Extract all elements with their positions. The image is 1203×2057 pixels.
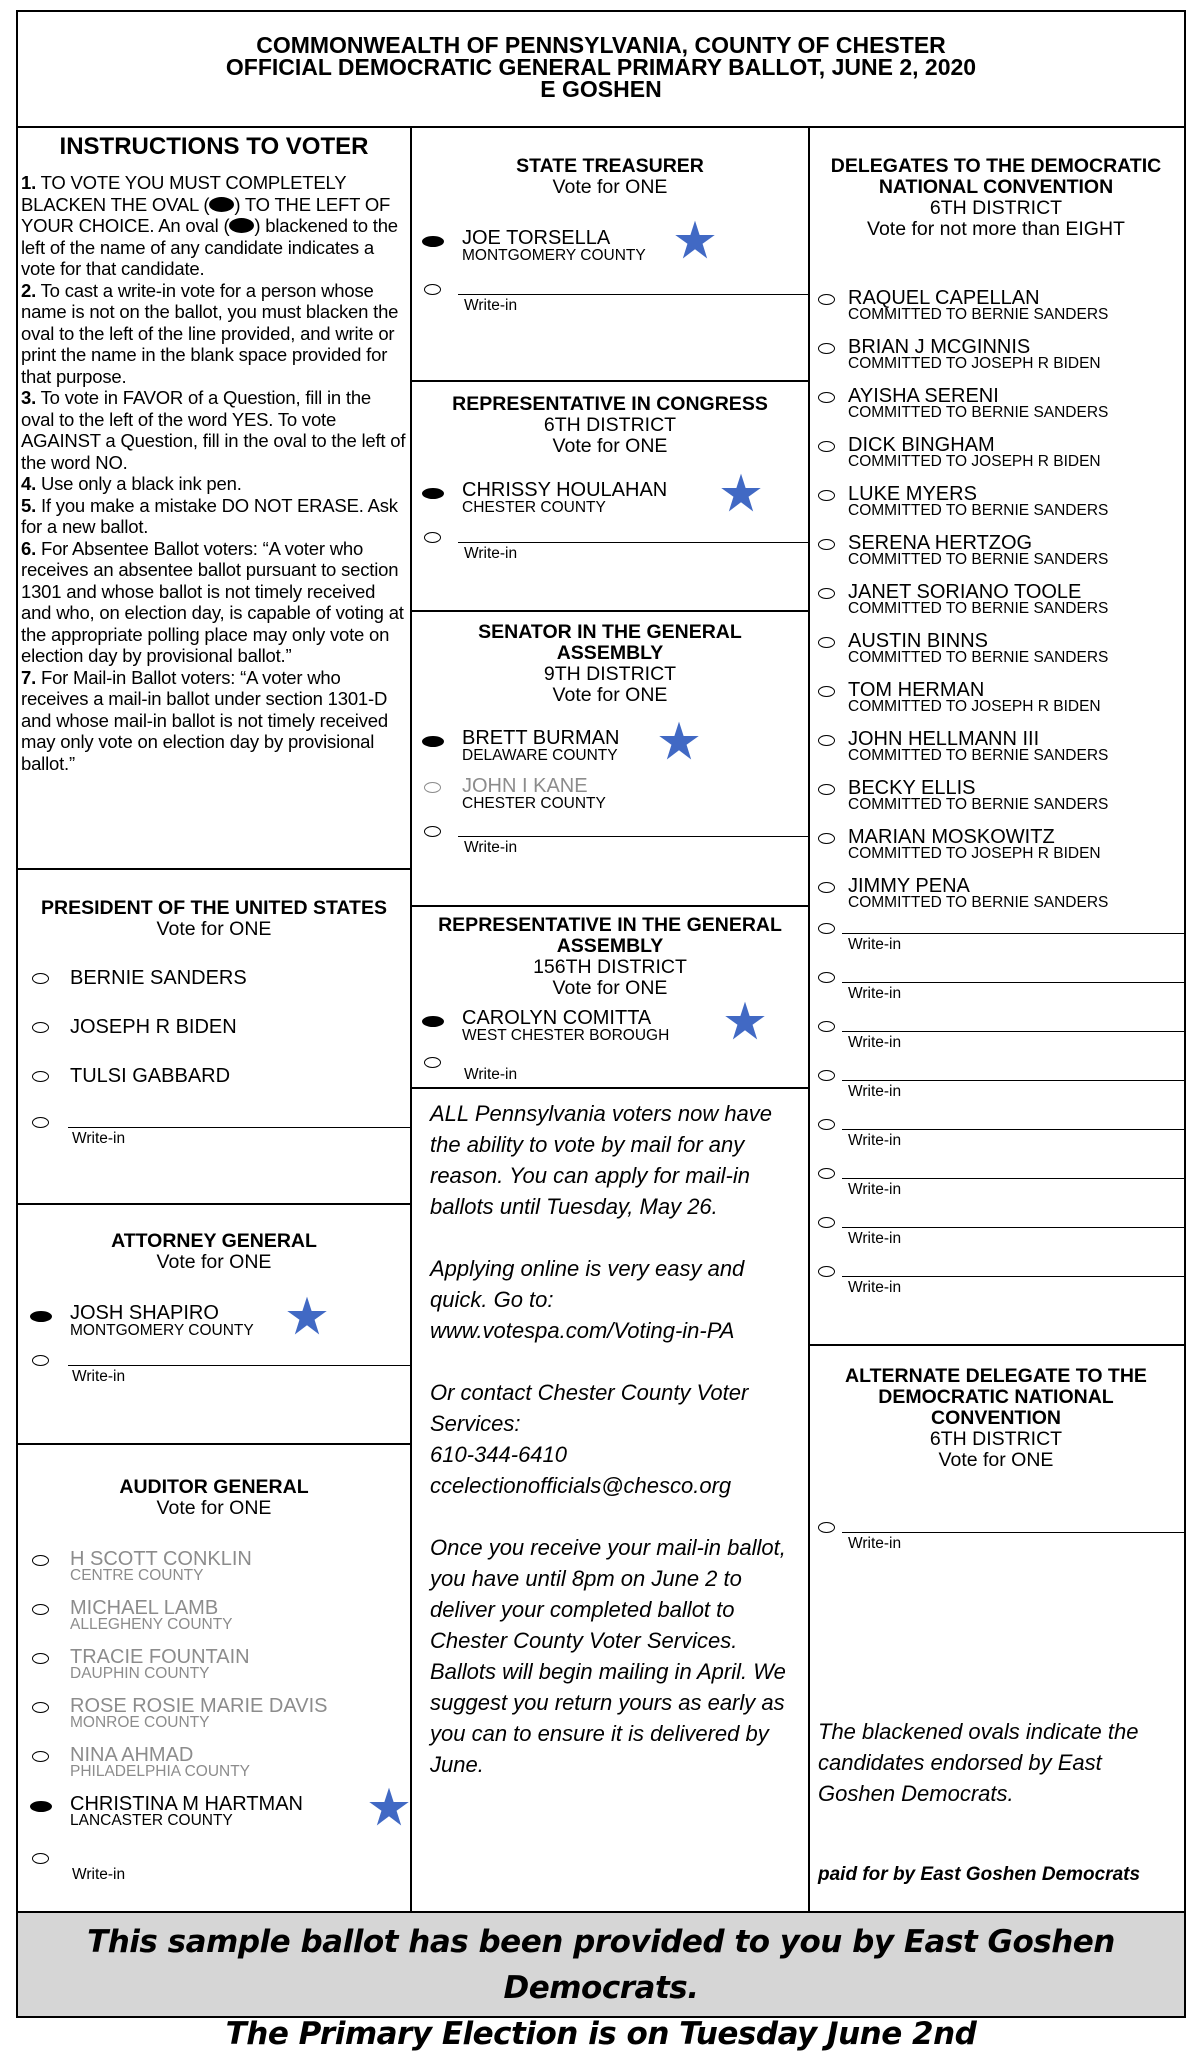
- rep-assembly-district: 156TH DISTRICT: [533, 956, 687, 978]
- delegate-commitment: COMMITTED TO BERNIE SANDERS: [848, 551, 1109, 568]
- alternate-district: 6TH DISTRICT: [929, 1428, 1063, 1450]
- write-in-line[interactable]: [458, 836, 808, 837]
- congress-section: [412, 380, 808, 612]
- vote-oval[interactable]: [818, 1021, 835, 1032]
- vote-oval[interactable]: [818, 1522, 835, 1533]
- vote-oval[interactable]: [818, 882, 835, 893]
- delegate-commitment: COMMITTED TO BERNIE SANDERS: [848, 649, 1109, 666]
- candidate-name: JOE TORSELLA: [462, 227, 611, 249]
- delegate-commitment: COMMITTED TO JOSEPH R BIDEN: [848, 698, 1101, 715]
- president-vote-for: Vote for ONE: [156, 918, 272, 940]
- vote-oval[interactable]: [818, 588, 835, 599]
- delegate-name: DICK BINGHAM: [848, 434, 995, 456]
- senator-vote-for: Vote for ONE: [552, 684, 668, 706]
- delegate-name: JOHN HELLMANN III: [848, 728, 1040, 750]
- write-in-line[interactable]: [842, 982, 1184, 983]
- vote-oval[interactable]: [32, 1604, 49, 1615]
- endorsement-note: The blackened ovals indicate the candidates endorsed by East Goshen Democrats.: [818, 1719, 1139, 1806]
- filled-vote-oval[interactable]: [422, 236, 444, 247]
- filled-vote-oval[interactable]: [422, 736, 444, 747]
- delegate-name: BRIAN J MCGINNIS: [848, 336, 1031, 358]
- footer-line-2: The Primary Election is on Tuesday June 2nd: [225, 2016, 977, 2052]
- write-in-label: Write-in: [72, 1368, 126, 1385]
- state-treasurer-title: STATE TREASURER: [516, 155, 704, 177]
- delegate-name: TOM HERMAN: [848, 679, 985, 701]
- attorney-general-section: [18, 1203, 410, 1445]
- candidate-county: CHESTER COUNTY: [462, 795, 606, 812]
- header-line-3: E GOSHEN: [540, 76, 662, 102]
- vote-oval[interactable]: [818, 392, 835, 403]
- candidate-county: WEST CHESTER BOROUGH: [462, 1027, 670, 1044]
- write-in-label: Write-in: [848, 1181, 902, 1198]
- write-in-label: Write-in: [72, 1866, 126, 1883]
- header-line-2: OFFICIAL DEMOCRATIC GENERAL PRIMARY BALLOT, JUNE 2, 2020: [225, 54, 977, 80]
- vote-oval[interactable]: [32, 1702, 49, 1713]
- endorsement-star-icon: [720, 472, 762, 514]
- delegate-name: AYISHA SERENI: [848, 385, 999, 407]
- vote-oval[interactable]: [818, 294, 835, 305]
- promo-paragraph: ALL Pennsylvania voters now have the ability to vote by mail for any reason. You can apply for mail-in ballots until Tuesday, May 26.: [430, 1101, 773, 1219]
- candidate-county: CHESTER COUNTY: [462, 499, 606, 516]
- candidate-name: BRETT BURMAN: [462, 727, 620, 749]
- delegate-name: SERENA HERTZOG: [848, 532, 1033, 554]
- delegate-name: JANET SORIANO TOOLE: [848, 581, 1082, 603]
- senator-title: SENATOR IN THE GENERAL ASSEMBLY: [478, 621, 742, 664]
- delegate-commitment: COMMITTED TO BERNIE SANDERS: [848, 747, 1109, 764]
- vote-oval[interactable]: [818, 972, 835, 983]
- candidate-name: TRACIE FOUNTAIN: [70, 1646, 250, 1668]
- vote-oval[interactable]: [424, 532, 441, 543]
- vote-oval[interactable]: [818, 923, 835, 934]
- vote-oval[interactable]: [32, 1555, 49, 1566]
- state-treasurer-section: [412, 126, 808, 368]
- filled-oval-icon: [229, 218, 254, 233]
- delegate-name: RAQUEL CAPELLAN: [848, 287, 1040, 309]
- write-in-line[interactable]: [842, 1178, 1184, 1179]
- auditor-general-title: AUDITOR GENERAL: [119, 1476, 309, 1498]
- attorney-general-title: ATTORNEY GENERAL: [111, 1230, 317, 1252]
- write-in-label: Write-in: [464, 839, 518, 856]
- alternate-delegate-section: [808, 1344, 1184, 1911]
- auditor-general-vote-for: Vote for ONE: [156, 1497, 272, 1519]
- vote-oval[interactable]: [424, 826, 441, 837]
- promo-contact: Or contact Chester County Voter Services: 610-344-6410 ccelectionofficials@chesco.org: [430, 1380, 749, 1498]
- promo-paragraph: Applying online is very easy and quick. Go to: www.votespa.com/Voting-in-PA: [430, 1256, 745, 1343]
- filled-oval-icon: [209, 197, 234, 212]
- delegate-name: LUKE MYERS: [848, 483, 977, 505]
- write-in-line[interactable]: [842, 1129, 1184, 1130]
- state-treasurer-vote-for: Vote for ONE: [552, 176, 668, 198]
- candidate-name: TULSI GABBARD: [70, 1065, 231, 1087]
- candidate-county: LANCASTER COUNTY: [70, 1812, 233, 1829]
- delegates-district: 6TH DISTRICT: [929, 197, 1063, 219]
- candidate-name: JOHN I KANE: [462, 775, 588, 797]
- candidate-county: MONTGOMERY COUNTY: [462, 247, 646, 264]
- header-line-1: COMMONWEALTH OF PENNSYLVANIA, COUNTY OF CHESTER: [256, 32, 946, 58]
- vote-oval[interactable]: [818, 1070, 835, 1081]
- vote-oval[interactable]: [32, 1751, 49, 1762]
- delegates-vote-for: Vote for not more than EIGHT: [867, 218, 1125, 240]
- delegate-commitment: COMMITTED TO JOSEPH R BIDEN: [848, 355, 1101, 372]
- candidate-name: BERNIE SANDERS: [70, 967, 247, 989]
- instructions-section: [18, 126, 410, 858]
- candidate-name: MICHAEL LAMB: [70, 1597, 219, 1619]
- write-in-line[interactable]: [842, 1532, 1184, 1533]
- vote-oval[interactable]: [424, 284, 441, 295]
- alternate-vote-for: Vote for ONE: [938, 1449, 1054, 1471]
- candidate-name: H SCOTT CONKLIN: [70, 1548, 252, 1570]
- column-left: [18, 126, 410, 1911]
- footer-line-1: This sample ballot has been provided to you by East Goshen Democrats.: [87, 1924, 1115, 2006]
- candidate-name: CHRISTINA M HARTMAN: [70, 1793, 303, 1815]
- candidate-name: NINA AHMAD: [70, 1744, 194, 1766]
- email-address: ccelectionofficials@chesco.org: [430, 1473, 732, 1498]
- candidate-name: ROSE ROSIE MARIE DAVIS: [70, 1695, 328, 1717]
- write-in-line[interactable]: [68, 1127, 410, 1128]
- vote-oval[interactable]: [424, 782, 441, 793]
- candidate-name: JOSH SHAPIRO: [70, 1302, 219, 1324]
- delegate-commitment: COMMITTED TO BERNIE SANDERS: [848, 600, 1109, 617]
- candidate-county: PHILADELPHIA COUNTY: [70, 1763, 251, 1780]
- vote-oval[interactable]: [818, 1119, 835, 1130]
- vote-oval[interactable]: [818, 1266, 835, 1277]
- endorsement-star-icon: [674, 219, 716, 261]
- vote-oval[interactable]: [32, 1117, 49, 1128]
- senator-section: [412, 610, 808, 907]
- write-in-line[interactable]: [458, 294, 808, 295]
- write-in-label: Write-in: [848, 1279, 902, 1296]
- vote-oval[interactable]: [32, 1022, 49, 1033]
- vote-oval[interactable]: [818, 833, 835, 844]
- endorsement-star-icon: [368, 1786, 410, 1828]
- delegate-commitment: COMMITTED TO BERNIE SANDERS: [848, 306, 1109, 323]
- rep-assembly-vote-for: Vote for ONE: [552, 977, 668, 999]
- write-in-line[interactable]: [68, 1365, 410, 1366]
- candidate-county: DAUPHIN COUNTY: [70, 1665, 210, 1682]
- endorsement-star-icon: [724, 1000, 766, 1042]
- endorsement-star-icon: [286, 1295, 328, 1337]
- vote-oval[interactable]: [818, 539, 835, 550]
- write-in-line[interactable]: [842, 933, 1184, 934]
- alternate-delegate-title: ALTERNATE DELEGATE TO THE DEMOCRATIC NATIONAL CONVENTION: [845, 1365, 1147, 1429]
- auditor-general-section: [18, 1443, 410, 1911]
- candidate-name: JOSEPH R BIDEN: [70, 1016, 237, 1038]
- write-in-label: Write-in: [848, 1230, 902, 1247]
- write-in-label: Write-in: [848, 1034, 902, 1051]
- vote-oval[interactable]: [818, 441, 835, 452]
- candidate-county: CENTRE COUNTY: [70, 1567, 204, 1584]
- write-in-label: Write-in: [848, 1535, 902, 1552]
- candidate-name: CAROLYN COMITTA: [462, 1007, 652, 1029]
- write-in-label: Write-in: [72, 1130, 126, 1147]
- congress-title: REPRESENTATIVE IN CONGRESS: [452, 393, 768, 415]
- vote-oval[interactable]: [32, 1853, 49, 1864]
- write-in-label: Write-in: [848, 1132, 902, 1149]
- vote-oval[interactable]: [818, 343, 835, 354]
- attorney-general-vote-for: Vote for ONE: [156, 1251, 272, 1273]
- write-in-label: Write-in: [848, 985, 902, 1002]
- promo-paragraph: Once you receive your mail-in ballot, you have until 8pm on June 2 to deliver your completed ballot to Chester County Voter Services. Ballots will begin mailing in April. We suggest you return yours as early as you can to ensure it is delivered by June.: [430, 1535, 786, 1777]
- delegate-commitment: COMMITTED TO BERNIE SANDERS: [848, 502, 1109, 519]
- delegate-name: JIMMY PENA: [848, 875, 970, 897]
- candidate-county: ALLEGHENY COUNTY: [70, 1616, 233, 1633]
- candidate-county: MONTGOMERY COUNTY: [70, 1322, 254, 1339]
- endorsement-star-icon: [658, 720, 700, 762]
- vote-oval[interactable]: [818, 784, 835, 795]
- vote-oval[interactable]: [818, 490, 835, 501]
- delegates-section: [808, 126, 1184, 1344]
- write-in-label: Write-in: [848, 936, 902, 953]
- write-in-label: Write-in: [848, 1083, 902, 1100]
- vote-oval[interactable]: [818, 735, 835, 746]
- sample-ballot: [16, 10, 1186, 1913]
- congress-vote-for: Vote for ONE: [552, 435, 668, 457]
- delegate-commitment: COMMITTED TO JOSEPH R BIDEN: [848, 845, 1101, 862]
- candidate-name: CHRISSY HOULAHAN: [462, 479, 668, 501]
- rep-assembly-section: [412, 905, 808, 1089]
- vote-oval[interactable]: [32, 1355, 49, 1366]
- filled-vote-oval[interactable]: [422, 1016, 444, 1027]
- mail-in-voting-info: [430, 1098, 800, 1811]
- write-in-label: Write-in: [464, 297, 518, 314]
- candidate-county: MONROE COUNTY: [70, 1714, 210, 1731]
- paid-for-notice: paid for by East Goshen Democrats: [818, 1864, 1141, 1885]
- write-in-label: Write-in: [464, 545, 518, 562]
- phone-number: 610-344-6410: [430, 1442, 568, 1467]
- rep-assembly-title: REPRESENTATIVE IN THE GENERAL ASSEMBLY: [438, 914, 782, 957]
- candidate-county: DELAWARE COUNTY: [462, 747, 618, 764]
- president-title: PRESIDENT OF THE UNITED STATES: [41, 897, 387, 919]
- congress-district: 6TH DISTRICT: [543, 414, 677, 436]
- senator-district: 9TH DISTRICT: [543, 663, 677, 685]
- write-in-label: Write-in: [464, 1066, 518, 1083]
- delegate-commitment: COMMITTED TO BERNIE SANDERS: [848, 796, 1109, 813]
- column-right: [808, 126, 1184, 1911]
- vote-oval[interactable]: [818, 1217, 835, 1228]
- vote-oval[interactable]: [424, 1057, 441, 1068]
- delegate-name: MARIAN MOSKOWITZ: [848, 826, 1055, 848]
- ballot-header: [18, 12, 1184, 100]
- footer-banner: [16, 1913, 1186, 2052]
- filled-vote-oval[interactable]: [30, 1801, 52, 1812]
- instructions-text: 1. TO VOTE YOU MUST COMPLETELY BLACKEN THE OVAL ( ) TO THE LEFT OF YOUR CHOICE. An oval ( ) blackened to the left of the name of any candidate indicates a vote for that candidate. 2. To cast a write-in vote for a person whose name is not on the ballot, you must blacken the oval to the left of the line provided, and write or print the name in the blank space provided for that purpose. 3. To vote in FAVOR of a Question, fill in the oval to the left of the word YES. To vote AGAINST a Question, fill in the oval to the left of the word NO. 4. Use only a black ink pen. 5. If you make a mistake DO NOT ERASE. Ask for a new ballot. 6. For Absentee Ballot voters: “A voter who receives an absentee ballot pursuant to section 1301 and whose ballot is not timely received and who, on election day, is capable of voting at the appropriate polling place may only vote on election day by provisional ballot.” 7. For Mail-in Ballot voters: “A voter who receives a mail-in ballot under section 1301-D and whose mail-in ballot is not timely received may only vote on election day by provisional ballot.”: [21, 172, 406, 774]
- delegates-title: DELEGATES TO THE DEMOCRATIC NATIONAL CONVENTION: [830, 155, 1162, 198]
- delegate-commitment: COMMITTED TO BERNIE SANDERS: [848, 894, 1109, 911]
- vote-oval[interactable]: [818, 637, 835, 648]
- write-in-line[interactable]: [842, 1031, 1184, 1032]
- delegate-name: BECKY ELLIS: [848, 777, 976, 799]
- vote-oval[interactable]: [32, 1071, 49, 1082]
- delegate-name: AUSTIN BINNS: [848, 630, 989, 652]
- write-in-line[interactable]: [842, 1276, 1184, 1277]
- vote-oval[interactable]: [818, 1168, 835, 1179]
- delegate-commitment: COMMITTED TO BERNIE SANDERS: [848, 404, 1109, 421]
- write-in-line[interactable]: [842, 1080, 1184, 1081]
- vote-oval[interactable]: [32, 1653, 49, 1664]
- write-in-line[interactable]: [842, 1227, 1184, 1228]
- filled-vote-oval[interactable]: [422, 488, 444, 499]
- vote-oval[interactable]: [32, 973, 49, 984]
- president-section: [18, 868, 410, 1205]
- instructions-title: INSTRUCTIONS TO VOTER: [59, 133, 369, 160]
- vote-oval[interactable]: [818, 686, 835, 697]
- delegate-commitment: COMMITTED TO JOSEPH R BIDEN: [848, 453, 1101, 470]
- column-middle: [410, 126, 810, 1911]
- filled-vote-oval[interactable]: [30, 1311, 52, 1322]
- write-in-line[interactable]: [458, 542, 808, 543]
